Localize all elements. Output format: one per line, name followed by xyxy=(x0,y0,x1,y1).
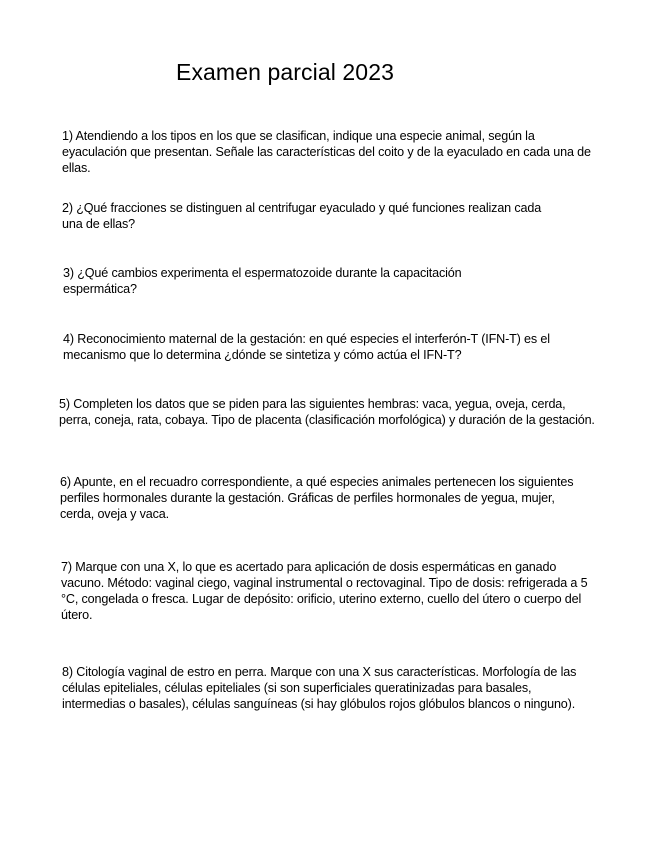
question-3: 3) ¿Qué cambios experimenta el espermatozoide durante la capacitación espermática? xyxy=(63,266,462,296)
question-6: 6) Apunte, en el recuadro correspondiente, a qué especies animales pertenecen los siguientes perfiles hormonales durante la gestación. Gráficas de perfiles hormonales de yegua, mujer, cerda, oveja y vaca. xyxy=(60,475,574,521)
question-1: 1) Atendiendo a los tipos en los que se clasifican, indique una especie animal, según la eyaculación que presentan. Señale las características del coito y de la eyaculado en cada una de ellas. xyxy=(62,129,591,175)
question-5: 5) Completen los datos que se piden para las siguientes hembras: vaca, yegua, oveja, cerda, perra, coneja, rata, cobaya. Tipo de placenta (clasificación morfológica) y duración de la gestación. xyxy=(59,397,595,427)
question-2: 2) ¿Qué fracciones se distinguen al centrifugar eyaculado y qué funciones realizan cada una de ellas? xyxy=(62,201,542,231)
page-title: Examen parcial 2023 xyxy=(176,59,394,85)
question-8: 8) Citología vaginal de estro en perra. Marque con una X sus características. Morfología de las células epiteliales, células epiteliales (si son superficiales queratinizadas para basales, intermedias o basales), células sanguíneas (si hay glóbulos rojos glóbulos blancos o ninguno). xyxy=(62,665,577,711)
question-4: 4) Reconocimiento maternal de la gestación: en qué especies el interferón-T (IFN-T) es el mecanismo que lo determina ¿dónde se sintetiza y cómo actúa el IFN-T? xyxy=(63,332,550,362)
question-7: 7) Marque con una X, lo que es acertado para aplicación de dosis espermáticas en ganado vacuno. Método: vaginal ciego, vaginal instrumental o rectovaginal. Tipo de dosis: refrigerada a 5 °C, congelada o fresca. Lugar de depósito: orificio, uterino externo, cuello del útero o cuerpo del útero. xyxy=(61,560,588,622)
